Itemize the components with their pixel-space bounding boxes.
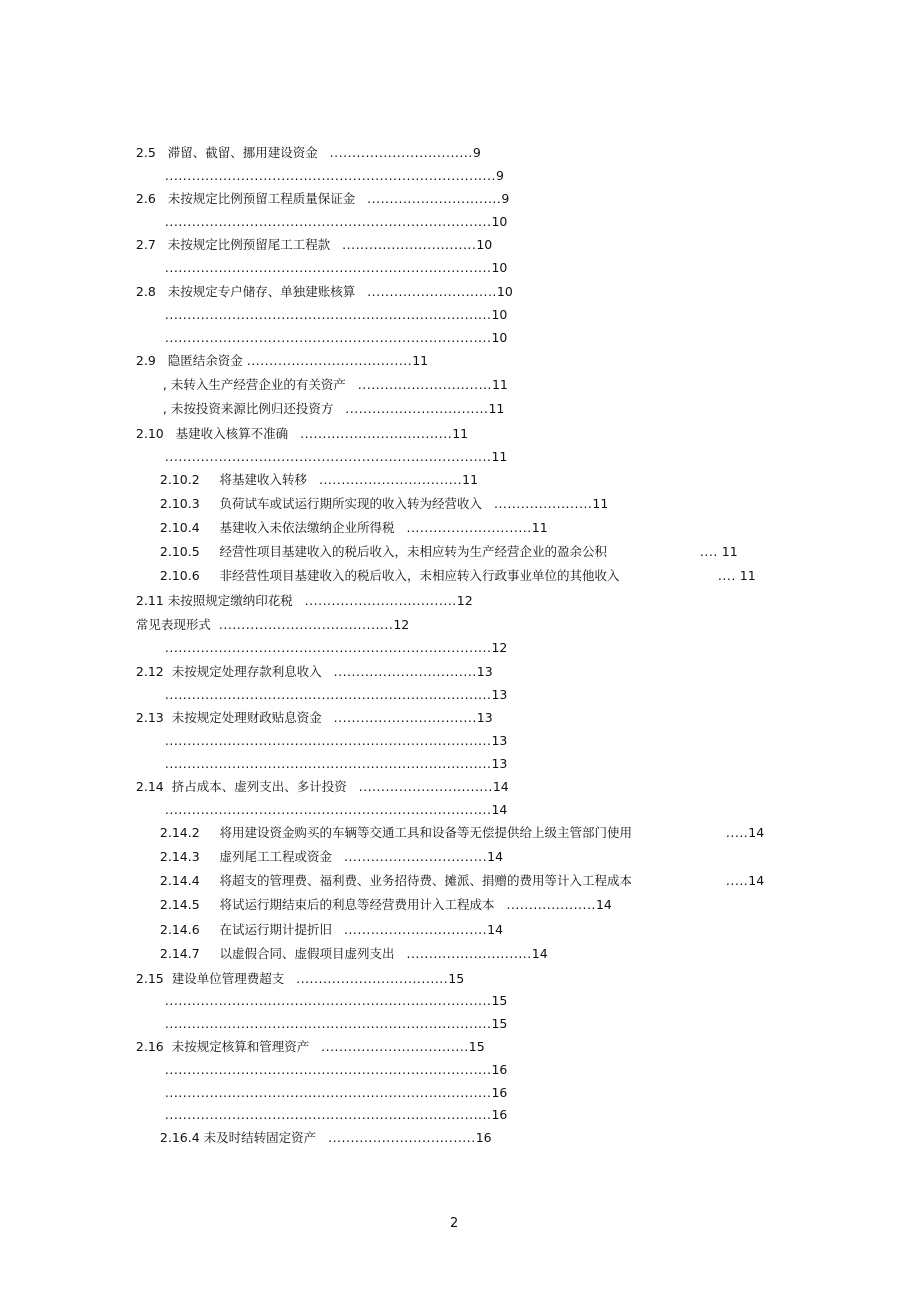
- toc-number: 2.14: [135, 779, 164, 794]
- toc-number: 2.6: [135, 191, 156, 206]
- toc-page: 16: [475, 1130, 492, 1145]
- toc-number: 2.10.6: [159, 568, 200, 583]
- toc-number: 2.10.3: [159, 496, 200, 511]
- toc-page: 9: [501, 191, 510, 206]
- toc-leader: .........................................................................: [164, 214, 492, 229]
- toc-number: 2.14.4: [159, 873, 200, 888]
- toc-number: 2.10.5: [159, 544, 200, 559]
- toc-leader: .........................................................................: [164, 449, 492, 464]
- toc-title: 将超支的管理费、福利费、业务招待费、摊派、捐赠的费用等计入工程成本: [219, 873, 633, 888]
- toc-page: 11: [491, 377, 508, 392]
- toc-page: 14: [487, 922, 504, 937]
- toc-page: 16: [491, 1107, 508, 1122]
- toc-page: 13: [476, 664, 493, 679]
- toc-leader: .........................................................................: [164, 640, 492, 655]
- toc-page: 14: [492, 779, 509, 794]
- toc-page: 12: [456, 593, 473, 608]
- toc-title: 以虚假合同、虚假项目虚列支出: [219, 946, 395, 961]
- toc-leader: ................................: [333, 710, 477, 725]
- toc-leader: ................................: [345, 401, 489, 416]
- toc-leader: .........................................................................: [164, 330, 492, 345]
- toc-number: 2.9: [135, 353, 156, 368]
- toc-leader: ..............................: [357, 377, 492, 392]
- toc-leader: .......................................: [218, 617, 394, 632]
- toc-title: 将基建收入转移: [219, 472, 308, 487]
- toc-leader: ................................: [343, 922, 488, 937]
- toc-leader: ................................: [333, 664, 477, 679]
- toc-leader: ....: [717, 568, 736, 583]
- toc-number: 2.14.6: [159, 922, 200, 937]
- toc-title: 将用建设资金购买的车辆等交通工具和设备等无偿提供给上级主管部门使用: [219, 825, 633, 840]
- toc-number: 2.12: [135, 664, 164, 679]
- toc-title: 基建收入核算不准确: [175, 426, 289, 441]
- toc-leader: .........................................................................: [164, 1062, 492, 1077]
- toc-page: 11: [412, 353, 429, 368]
- toc-leader: ....: [699, 544, 718, 559]
- toc-title: 挤占成本、虚列支出、多计投资: [171, 779, 347, 794]
- toc-page: 13: [491, 756, 508, 771]
- toc-leader: ..............................: [342, 237, 477, 252]
- toc-page: 13: [491, 687, 508, 702]
- toc-page: 15: [448, 971, 465, 986]
- toc-title: 未按规定处理财政贴息资金: [171, 710, 322, 725]
- toc-page: 10: [476, 237, 493, 252]
- toc-page: 12: [491, 640, 508, 655]
- toc-title: 隐匿结余资金: [167, 353, 243, 368]
- toc-number: 2.11: [135, 593, 164, 608]
- toc-page: 11: [739, 568, 756, 583]
- toc-leader: .........................................................................: [164, 733, 492, 748]
- toc-title: 未按照规定缴纳印花税: [167, 593, 293, 608]
- toc-title: 非经营性项目基建收入的税后收入，未相应转入行政事业单位的其他收入: [219, 568, 620, 583]
- toc-title: 在试运行期计提折旧: [219, 922, 333, 937]
- page-number: 2: [450, 1216, 459, 1231]
- toc-page: 15: [491, 993, 508, 1008]
- toc-page: 15: [468, 1039, 485, 1054]
- toc-leader: ..................................: [304, 593, 457, 608]
- toc-page: 13: [476, 710, 493, 725]
- toc-leader: ....................: [506, 897, 596, 912]
- toc-page: 10: [491, 214, 508, 229]
- toc-number: 2.15: [135, 971, 164, 986]
- toc-leader: .........................................................................: [164, 1016, 492, 1031]
- toc-title: 建设单位管理费超支: [171, 971, 285, 986]
- toc-title: 未按规定处理存款利息收入: [171, 664, 322, 679]
- toc-leader: ..........................................................................: [164, 168, 496, 183]
- toc-page: 10: [491, 307, 508, 322]
- toc-number: 2.7: [135, 237, 156, 252]
- toc-page: 10: [491, 260, 508, 275]
- toc-page: 14: [487, 849, 504, 864]
- toc-page: 10: [496, 284, 513, 299]
- toc-page: 13: [491, 733, 508, 748]
- toc-title: , 未按投资来源比例归还投资方: [162, 401, 334, 416]
- toc-title: 虚列尾工工程或资金: [219, 849, 333, 864]
- toc-page: 11: [531, 520, 548, 535]
- toc-leader: .....................................: [246, 353, 413, 368]
- toc-page: 15: [491, 1016, 508, 1031]
- toc-title: 基建收入未依法缴纳企业所得税: [219, 520, 395, 535]
- toc-page: 11: [452, 426, 469, 441]
- toc-page: 11: [488, 401, 505, 416]
- toc-number: 2.14.5: [159, 897, 200, 912]
- toc-title: 负荷试车或试运行期所实现的收入转为经营收入: [219, 496, 483, 511]
- toc-leader: .........................................................................: [164, 687, 492, 702]
- toc-title: 经营性项目基建收入的税后收入，未相应转为生产经营企业的盈余公积: [219, 544, 608, 559]
- toc-leader-right: [710, 857, 764, 905]
- toc-leader: .............................: [367, 284, 497, 299]
- toc-leader: .........................................................................: [164, 1107, 492, 1122]
- toc-leader: ..................................: [296, 971, 449, 986]
- toc-number: 2.14.3: [159, 849, 200, 864]
- toc-page: 9: [495, 168, 504, 183]
- toc-title: 常见表现形式: [135, 617, 211, 632]
- toc-title: 未及时结转固定资产: [203, 1130, 317, 1145]
- toc-number: 2.13: [135, 710, 164, 725]
- toc-leader: .................................: [328, 1130, 476, 1145]
- toc-leader: .........................................................................: [164, 1085, 492, 1100]
- toc-page: 16: [491, 1085, 508, 1100]
- toc-number: 2.8: [135, 284, 156, 299]
- toc-page: 11: [462, 472, 479, 487]
- toc-leader: .........................................................................: [164, 756, 492, 771]
- toc-number: 2.16: [135, 1039, 164, 1054]
- toc-page: 10: [491, 330, 508, 345]
- toc-page: 14: [531, 946, 548, 961]
- toc-number: 2.14.7: [159, 946, 200, 961]
- toc-page: 14: [595, 897, 612, 912]
- toc-title: 未按规定专户储存、单独建账核算: [167, 284, 356, 299]
- toc-leader-right: [710, 809, 764, 857]
- toc-leader: ................................: [329, 145, 473, 160]
- toc-leader: ..............................: [367, 191, 502, 206]
- toc-leader: .........................................................................: [164, 993, 492, 1008]
- toc-leader: .....: [725, 825, 749, 840]
- toc-page: 14: [748, 873, 765, 888]
- toc-page: 11: [491, 449, 508, 464]
- toc-title: 将试运行期结束后的利息等经营费用计入工程成本: [219, 897, 495, 912]
- toc-number: 2.14.2: [159, 825, 200, 840]
- toc-title: , 未转入生产经营企业的有关资产: [162, 377, 346, 392]
- toc-title: 未按规定比例预留工程质量保证金: [167, 191, 356, 206]
- toc-leader: ................................: [343, 849, 488, 864]
- toc-entry[interactable]: [144, 1114, 492, 1162]
- toc-title: 未按规定比例预留尾工工程款: [167, 237, 331, 252]
- toc-leader: .....: [725, 873, 749, 888]
- toc-leader: ............................: [406, 946, 532, 961]
- toc-number: 2.10: [135, 426, 164, 441]
- toc-leader: ..................................: [300, 426, 453, 441]
- toc-title: 未按规定核算和管理资产: [171, 1039, 310, 1054]
- toc-leader-right: [702, 552, 756, 600]
- toc-number: 2.16.4: [159, 1130, 200, 1145]
- toc-page: 16: [491, 1062, 508, 1077]
- toc-number: 2.10.4: [159, 520, 200, 535]
- toc-leader: ............................: [406, 520, 532, 535]
- toc-page: 12: [393, 617, 410, 632]
- toc-page: 9: [472, 145, 481, 160]
- toc-leader: ................................: [318, 472, 463, 487]
- toc-page: 11: [592, 496, 609, 511]
- toc-leader: ......................: [493, 496, 593, 511]
- toc-page: 14: [748, 825, 765, 840]
- toc-leader: ..............................: [358, 779, 493, 794]
- toc-page: 11: [721, 544, 738, 559]
- toc-leader: .................................: [321, 1039, 469, 1054]
- toc-leader: .........................................................................: [164, 307, 492, 322]
- toc-leader: .........................................................................: [164, 802, 492, 817]
- toc-number: 2.10.2: [159, 472, 200, 487]
- toc-number: 2.5: [135, 145, 156, 160]
- toc-title: 滞留、截留、挪用建设资金: [167, 145, 318, 160]
- toc-leader: .........................................................................: [164, 260, 492, 275]
- toc-page: 14: [491, 802, 508, 817]
